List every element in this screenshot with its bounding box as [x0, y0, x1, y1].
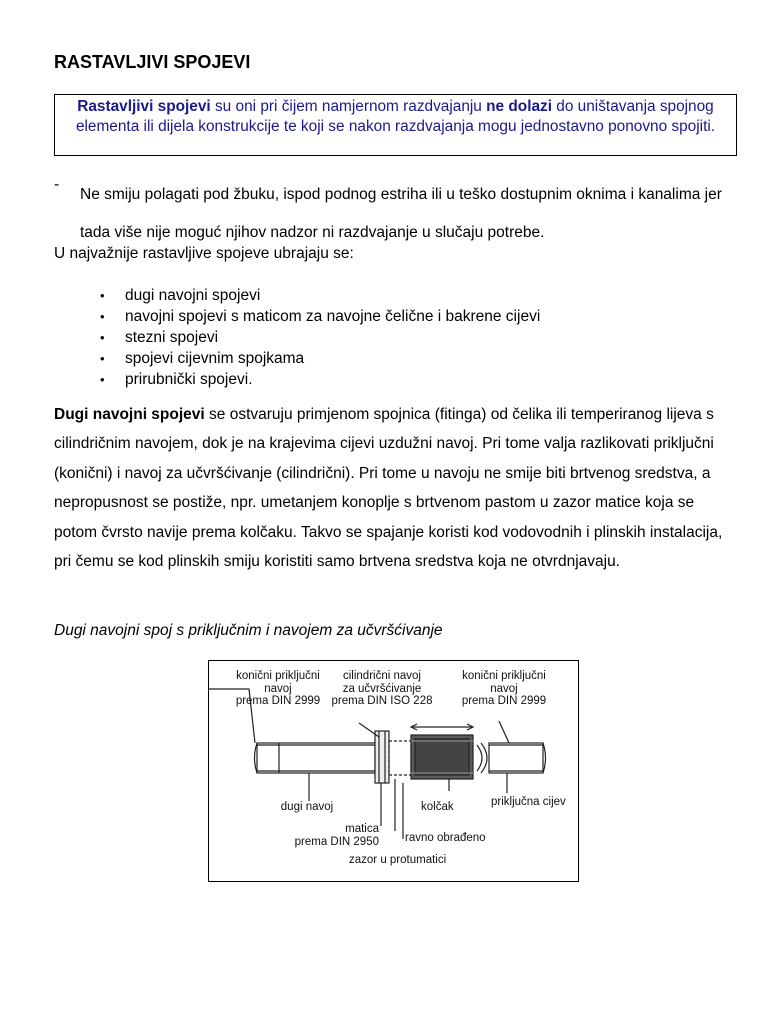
list-item-text: prirubnički spojevi. — [125, 371, 253, 388]
dash-marker: - — [54, 176, 60, 193]
figure-pipe-joint — [208, 660, 579, 882]
paragraph-lead: Dugi navojni spojevi — [54, 406, 205, 423]
list-item-text: spojevi cijevnim spojkama — [125, 350, 305, 367]
label-nut: matica prema DIN 2950 — [294, 823, 379, 848]
definition-term: Rastavljivi spojevi — [77, 98, 211, 115]
label-connection-pipe: priključna cijev — [491, 796, 566, 808]
bullet-icon: • — [100, 372, 105, 387]
list-item-text: navojni spojevi s maticom za navojne čelične i bakrene cijevi — [125, 308, 541, 325]
paragraph-body: se ostvaruju primjenom spojnica (fitinga) od čelika ili temperiranog lijeva s cilindričnim navojem, dok je na krajevima cijevi uzdužni navoj. Pri tome valja razlikovati priključni (konični) i navoj za učvršćivanje (cilindrični). Pri tome u navoju ne smije biti brtvenog sredstva, a nepropusnost se postiže, npr. umetanjem konoplje s brtvenom pastom u zazor matice koja se potom čvrsto navije prema kolčaku. Takvo se spajanje koristi kod vodovodnih i plinskih instalacija, pri čemu se kod plinskih smiju koristiti samo brtvena sredstva koja ne otvrdnjavaju. — [54, 406, 723, 571]
figure-caption: Dugi navojni spoj s priključnim i navojem za učvršćivanje — [54, 622, 443, 639]
bullet-icon: • — [100, 330, 105, 345]
list-item-text: dugi navojni spojevi — [125, 287, 261, 304]
definition-box — [54, 94, 737, 156]
label-cylindrical-thread: cilindrični navoj za učvršćivanje prema DIN ISO 228 — [331, 670, 433, 707]
definition-emphasis: ne dolazi — [486, 98, 553, 115]
dash-item-text: Ne smiju polagati pod žbuku, ispod podnog estriha ili u teško dostupnim oknima i kanalima jer tada više nije moguć njihov nadzor ni razdvajanje u slučaju potrebe. — [80, 186, 722, 241]
label-long-thread: dugi navoj — [280, 801, 334, 813]
intro-text: U najvažnije rastavljive spojeve ubrajaju se: — [54, 245, 354, 262]
body-paragraph — [54, 400, 734, 576]
definition-text-1: su oni pri čijem namjernom razdvajanju — [210, 98, 487, 115]
list-item-text: stezni spojevi — [125, 329, 219, 346]
bullet-icon: • — [100, 309, 105, 324]
label-conical-thread-left: konični priključni navoj prema DIN 2999 — [235, 670, 321, 707]
page-title: RASTAVLJIVI SPOJEVI — [54, 52, 251, 72]
label-conical-thread-right: konični priključni navoj prema DIN 2999 — [461, 670, 547, 707]
label-nut-gap: zazor u protumatici — [349, 854, 447, 866]
label-flat-machined: ravno obrađeno — [405, 832, 486, 844]
definition-text-2: do uništavanja spojnog elementa ili dijela konstrukcije te koji se nakon razdvajanja mogu jednostavno ponovno spojiti. — [75, 98, 716, 135]
bullet-icon: • — [100, 288, 105, 303]
label-sleeve: kolčak — [421, 801, 454, 813]
bullet-icon: • — [100, 351, 105, 366]
